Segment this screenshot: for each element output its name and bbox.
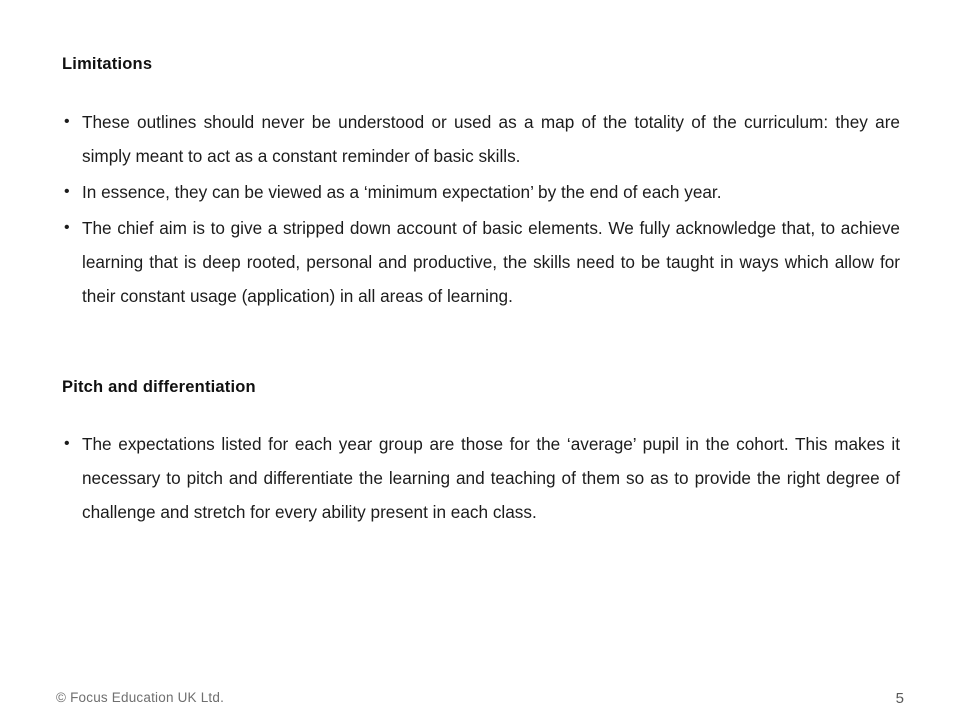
slide-footer <box>0 674 960 720</box>
bullet-list-pitch-and-differentiation <box>62 427 900 529</box>
list-item: • In essence, they can be viewed as a ‘minimum expectation’ by the end of each year. <box>62 175 900 209</box>
list-item: • These outlines should never be understood or used as a map of the totality of the curriculum: they are simply meant to act as a constant reminder of basic skills. <box>62 105 900 173</box>
section-spacer <box>62 313 900 377</box>
list-item: • The expectations listed for each year group are those for the ‘average’ pupil in the cohort. This makes it necessary to pitch and differentiate the learning and teaching of them so as to provide the right degree of challenge and stretch for every ability present in each class. <box>62 427 900 529</box>
list-item: • The chief aim is to give a stripped down account of basic elements. We fully acknowledge that, to achieve learning that is deep rooted, personal and productive, the skills need to be taught in ways which allow for their constant usage (application) in all areas of learning. <box>62 211 900 313</box>
section-heading-limitations: Limitations <box>62 55 153 73</box>
bullet-list-limitations <box>62 105 900 313</box>
footer-copyright: © Focus Education UK Ltd. <box>56 690 225 705</box>
slide-body <box>62 54 900 529</box>
footer-page-number: 5 <box>895 690 904 707</box>
section-heading-pitch-and-differentiation: Pitch and differentiation <box>62 378 256 397</box>
